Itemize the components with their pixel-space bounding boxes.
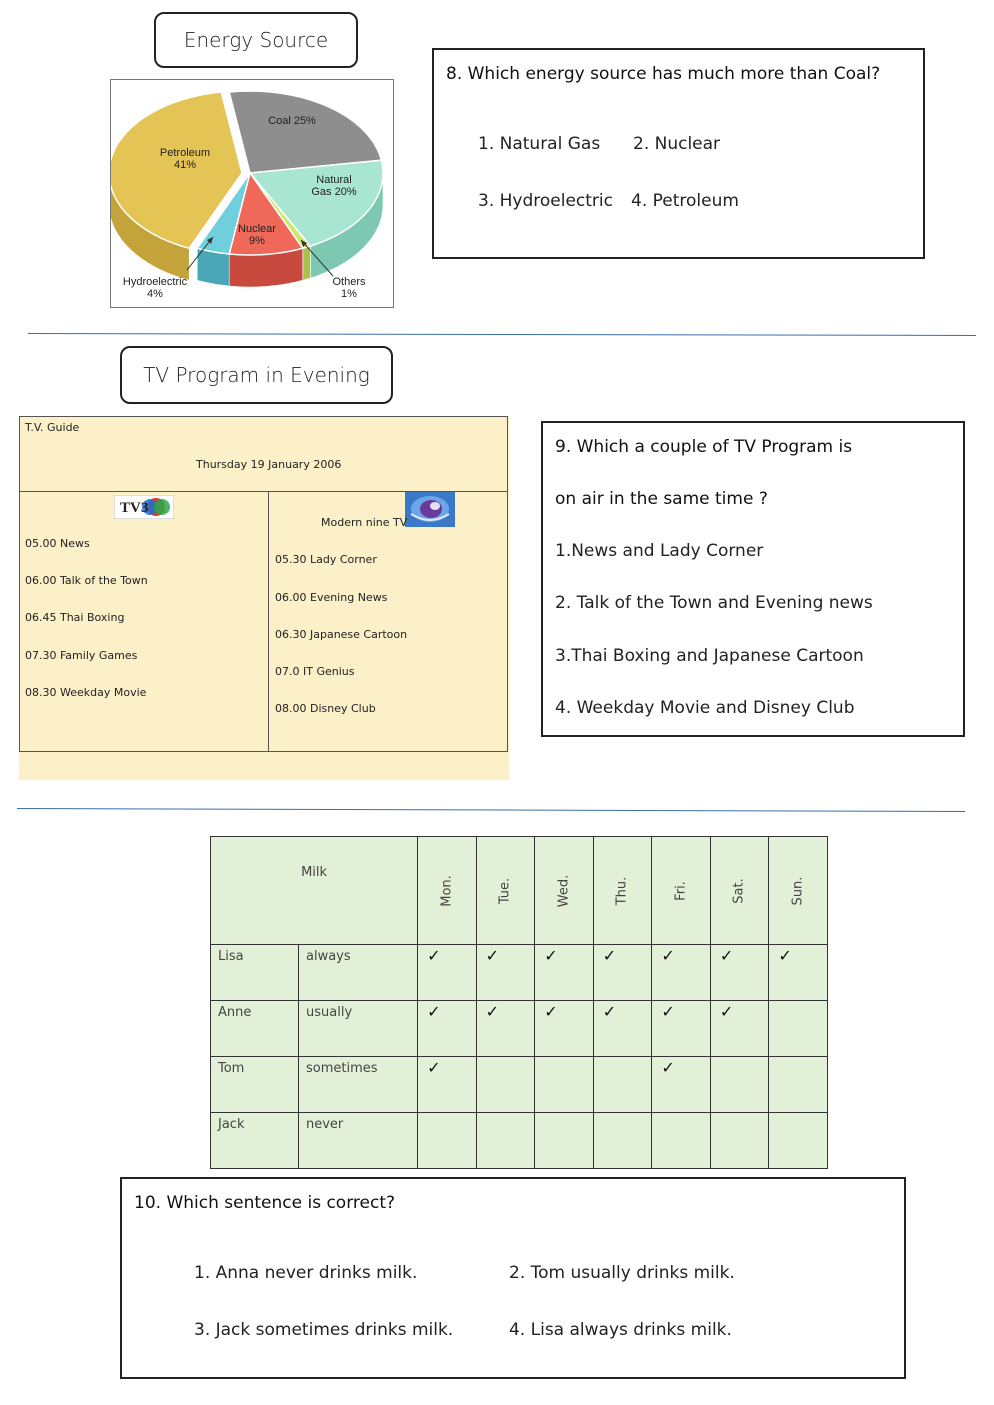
tv-guide-border-left <box>19 416 20 752</box>
frequency-word: usually <box>299 1001 418 1057</box>
frequency-word: never <box>299 1113 418 1169</box>
ch9-program: 06.00 Evening News <box>275 591 388 604</box>
check-icon: ✓ <box>544 1002 558 1021</box>
check-icon: ✓ <box>719 946 734 965</box>
day-label: Sun. <box>790 876 806 905</box>
day-header <box>652 837 711 945</box>
ch3-program: 06.00 Talk of the Town <box>25 574 148 587</box>
day-cell <box>593 945 652 1001</box>
day-label: Wed. <box>556 874 572 907</box>
day-cell <box>535 1057 594 1113</box>
milk-table-header-row <box>211 837 828 945</box>
pie-label: Petroleum 41% <box>159 147 211 171</box>
day-label: Tue. <box>497 877 513 904</box>
day-label: Mon. <box>439 874 455 907</box>
tv3-logo-icon <box>114 495 174 519</box>
channel-9-name: Modern nine TV <box>321 516 408 529</box>
q10-option-2[interactable]: 2. Tom usually drinks milk. <box>509 1263 735 1283</box>
q10-option-1[interactable]: 1. Anna never drinks milk. <box>194 1263 418 1283</box>
milk-table-row <box>211 945 828 1001</box>
q8-option-1[interactable]: 1. Natural Gas <box>478 134 601 154</box>
day-label: Sat. <box>731 877 747 904</box>
check-icon: ✓ <box>602 946 617 965</box>
energy-pie-chart <box>110 79 394 308</box>
frequency-word: always <box>299 945 418 1001</box>
q10-option-3[interactable]: 3. Jack sometimes drinks milk. <box>194 1320 454 1340</box>
question-9-box <box>541 421 965 737</box>
ch3-program: 05.00 News <box>25 537 90 550</box>
channel-9-logo <box>405 492 455 527</box>
day-header <box>476 837 535 945</box>
ch9-program: 08.00 Disney Club <box>275 702 376 715</box>
day-cell <box>652 945 711 1001</box>
ch3-program: 08.30 Weekday Movie <box>25 686 147 699</box>
check-icon: ✓ <box>778 946 792 965</box>
question-9-text-line-1: 9. Which a couple of TV Program is <box>555 437 853 457</box>
day-cell <box>769 945 828 1001</box>
day-cell <box>710 1001 769 1057</box>
tv3-logo <box>114 495 174 519</box>
day-cell <box>593 1113 652 1169</box>
day-cell <box>710 1057 769 1113</box>
day-label: Fri. <box>673 880 689 901</box>
day-cell <box>652 1001 711 1057</box>
day-cell <box>769 1113 828 1169</box>
day-cell <box>418 1057 477 1113</box>
day-cell <box>418 1113 477 1169</box>
tv-guide-border-bottom <box>19 751 508 752</box>
check-icon: ✓ <box>485 1002 500 1021</box>
tv-program-title-text: TV Program in Evening <box>143 363 370 387</box>
day-header <box>769 837 828 945</box>
day-cell <box>476 945 535 1001</box>
q9-option-2[interactable]: 2. Talk of the Town and Evening news <box>555 593 873 613</box>
pie-label: Natural Gas 20% <box>311 174 357 198</box>
day-cell <box>535 945 594 1001</box>
ch9-program: 05.30 Lady Corner <box>275 553 377 566</box>
check-icon: ✓ <box>719 1002 734 1021</box>
question-8-box <box>432 48 925 259</box>
pie-label: Others 1% <box>332 276 366 300</box>
q8-option-2[interactable]: 2. Nuclear <box>633 134 721 154</box>
question-10-text: 10. Which sentence is correct? <box>134 1193 396 1213</box>
check-icon: ✓ <box>427 1058 441 1077</box>
q9-option-3[interactable]: 3.Thai Boxing and Japanese Cartoon <box>555 646 864 666</box>
ch9-program: 06.30 Japanese Cartoon <box>275 628 408 641</box>
day-cell <box>535 1113 594 1169</box>
question-8-text: 8. Which energy source has much more than Coal? <box>446 64 881 84</box>
pie-slice <box>229 91 381 173</box>
person-name: Jack <box>211 1113 299 1169</box>
day-cell <box>769 1057 828 1113</box>
day-cell <box>418 945 477 1001</box>
day-cell <box>476 1057 535 1113</box>
check-icon: ✓ <box>485 946 500 965</box>
tv-guide-border-right <box>507 416 508 752</box>
section-divider-2 <box>17 808 965 812</box>
day-cell <box>710 945 769 1001</box>
tv-guide-border-top <box>19 416 508 417</box>
day-label: Thu. <box>614 876 630 905</box>
tv-program-title <box>120 346 393 404</box>
day-cell <box>535 1001 594 1057</box>
q9-option-4[interactable]: 4. Weekday Movie and Disney Club <box>555 698 855 718</box>
day-cell <box>652 1113 711 1169</box>
day-cell <box>593 1001 652 1057</box>
tv-guide-date: Thursday 19 January 2006 <box>196 458 342 471</box>
pie-label: Coal 25% <box>268 115 316 127</box>
person-name: Lisa <box>211 945 299 1001</box>
day-header <box>535 837 594 945</box>
day-cell <box>710 1113 769 1169</box>
energy-source-title <box>154 12 358 68</box>
energy-pie-svg <box>111 80 393 307</box>
tv-guide-column-divider <box>268 491 269 752</box>
day-cell <box>593 1057 652 1113</box>
person-name: Tom <box>211 1057 299 1113</box>
tv-guide <box>19 416 509 780</box>
milk-table-body <box>211 945 828 1169</box>
milk-frequency-table <box>210 836 828 1169</box>
tv3-logo-text: TV3 <box>120 500 149 516</box>
day-cell <box>418 1001 477 1057</box>
ch3-program: 06.45 Thai Boxing <box>25 611 125 624</box>
day-cell <box>769 1001 828 1057</box>
ch9-program: 07.0 IT Genius <box>275 665 355 678</box>
check-icon: ✓ <box>602 1002 617 1021</box>
day-cell <box>652 1057 711 1113</box>
check-icon: ✓ <box>427 1002 441 1021</box>
day-header <box>593 837 652 945</box>
frequency-word: sometimes <box>299 1057 418 1113</box>
milk-table-row <box>211 1057 828 1113</box>
milk-header-cell <box>211 837 418 945</box>
check-icon: ✓ <box>427 946 441 965</box>
energy-source-title-text: Energy Source <box>183 28 329 52</box>
pie-label: Nuclear 9% <box>238 223 276 247</box>
pie-label: Hydroelectric 4% <box>122 276 188 300</box>
pie-slice-side <box>303 246 311 280</box>
day-cell <box>476 1001 535 1057</box>
check-icon: ✓ <box>661 946 675 965</box>
question-9-text-line-2: on air in the same time ? <box>555 489 768 509</box>
milk-table-row <box>211 1001 828 1057</box>
milk-table-row <box>211 1113 828 1169</box>
check-icon: ✓ <box>544 946 558 965</box>
check-icon: ✓ <box>661 1002 675 1021</box>
channel-9-logo-icon <box>405 492 455 527</box>
q10-option-4[interactable]: 4. Lisa always drinks milk. <box>509 1320 732 1340</box>
section-divider-1 <box>28 333 976 336</box>
q8-option-3[interactable]: 3. Hydroelectric <box>478 191 613 211</box>
day-header <box>710 837 769 945</box>
milk-header-label: Milk <box>301 865 328 880</box>
day-cell <box>476 1113 535 1169</box>
ch3-program: 07.30 Family Games <box>25 649 138 662</box>
q8-option-4[interactable]: 4. Petroleum <box>631 191 739 211</box>
check-icon: ✓ <box>661 1058 675 1077</box>
question-10-box <box>120 1177 906 1379</box>
q9-option-1[interactable]: 1.News and Lady Corner <box>555 541 764 561</box>
day-header <box>418 837 477 945</box>
tv-guide-label: T.V. Guide <box>25 421 80 434</box>
person-name: Anne <box>211 1001 299 1057</box>
